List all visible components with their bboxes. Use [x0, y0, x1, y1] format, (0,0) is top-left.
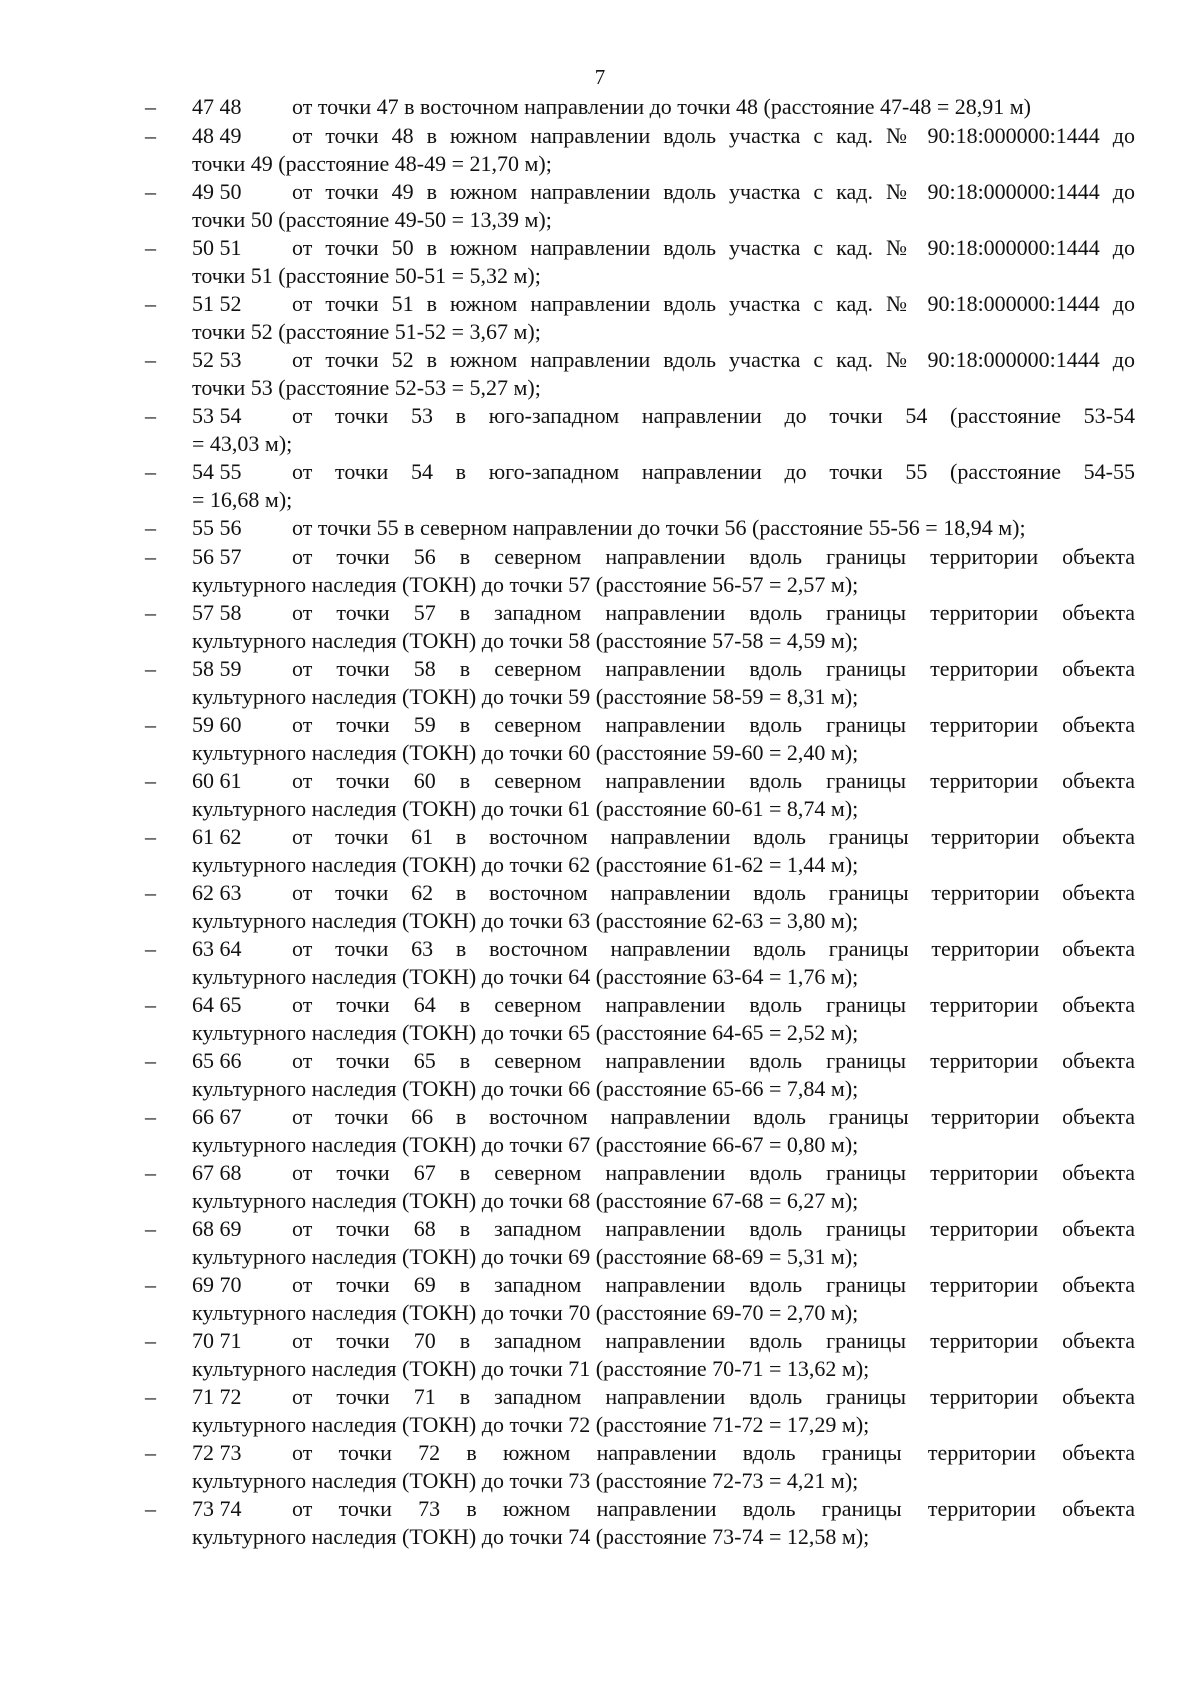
list-dash: –	[145, 992, 156, 1017]
list-dash: –	[145, 656, 156, 681]
list-item	[145, 991, 1135, 1047]
segment-description-line1: от точки 70 в западном направлении вдоль границы территории объекта	[292, 1328, 1135, 1353]
segment-description-line1: от точки 47 в восточном направлении до точки 48 (расстояние 47-48 = 28,91 м)	[292, 94, 1031, 119]
point-pair-label: 67 68	[192, 1160, 242, 1185]
point-pair-label: 61 62	[192, 824, 242, 849]
list-dash: –	[145, 1272, 156, 1297]
list-item	[145, 1103, 1135, 1159]
point-pair-label: 60 61	[192, 768, 242, 793]
list-dash: –	[145, 712, 156, 737]
list-dash: –	[145, 123, 156, 148]
segment-description-line1: от точки 57 в западном направлении вдоль границы территории объекта	[292, 600, 1135, 625]
point-pair-label: 58 59	[192, 656, 242, 681]
segment-description-line1: от точки 48 в южном направлении вдоль участка с кад. № 90:18:000000:1444 до	[292, 123, 1135, 148]
segment-description-line2: культурного наследия (ТОКН) до точки 63 (расстояние 62-63 = 3,80 м);	[192, 908, 859, 933]
list-dash: –	[145, 936, 156, 961]
segment-description-line2: культурного наследия (ТОКН) до точки 59 (расстояние 58-59 = 8,31 м);	[192, 684, 859, 709]
segment-description-line1: от точки 55 в северном направлении до точки 56 (расстояние 55-56 = 18,94 м);	[292, 515, 1026, 540]
segment-description-line1: от точки 56 в северном направлении вдоль границы территории объекта	[292, 544, 1135, 569]
list-dash: –	[145, 768, 156, 793]
segment-description-line2: культурного наследия (ТОКН) до точки 60 (расстояние 59-60 = 2,40 м);	[192, 740, 859, 765]
segment-description-line1: от точки 60 в северном направлении вдоль границы территории объекта	[292, 768, 1135, 793]
list-dash: –	[145, 235, 156, 260]
boundary-description-list	[145, 93, 1135, 1551]
segment-description-line1: от точки 68 в западном направлении вдоль границы территории объекта	[292, 1216, 1135, 1241]
point-pair-label: 49 50	[192, 179, 242, 204]
segment-description-line1: от точки 54 в юго-западном направлении до точки 55 (расстояние 54-55	[292, 459, 1135, 484]
segment-description-line2: культурного наследия (ТОКН) до точки 69 (расстояние 68-69 = 5,31 м);	[192, 1244, 859, 1269]
list-dash: –	[145, 1440, 156, 1465]
list-item	[145, 1439, 1135, 1495]
list-item	[145, 1383, 1135, 1439]
point-pair-label: 62 63	[192, 880, 242, 905]
list-item	[145, 1159, 1135, 1215]
point-pair-label: 73 74	[192, 1496, 242, 1521]
point-pair-label: 57 58	[192, 600, 242, 625]
segment-description-line1: от точки 49 в южном направлении вдоль участка с кад. № 90:18:000000:1444 до	[292, 179, 1135, 204]
segment-description-line1: от точки 59 в северном направлении вдоль границы территории объекта	[292, 712, 1135, 737]
point-pair-label: 53 54	[192, 403, 242, 428]
list-dash: –	[145, 1104, 156, 1129]
list-dash: –	[145, 403, 156, 428]
point-pair-label: 68 69	[192, 1216, 242, 1241]
point-pair-label: 69 70	[192, 1272, 242, 1297]
segment-description-line1: от точки 71 в западном направлении вдоль границы территории объекта	[292, 1384, 1135, 1409]
list-dash: –	[145, 1496, 156, 1521]
list-item	[145, 93, 1135, 122]
list-dash: –	[145, 179, 156, 204]
point-pair-label: 54 55	[192, 459, 242, 484]
segment-description-line2: культурного наследия (ТОКН) до точки 70 (расстояние 69-70 = 2,70 м);	[192, 1300, 859, 1325]
point-pair-label: 63 64	[192, 936, 242, 961]
list-item	[145, 935, 1135, 991]
segment-description-line1: от точки 58 в северном направлении вдоль границы территории объекта	[292, 656, 1135, 681]
segment-description-line1: от точки 62 в восточном направлении вдоль границы территории объекта	[292, 880, 1135, 905]
list-dash: –	[145, 1048, 156, 1073]
segment-description-line1: от точки 67 в северном направлении вдоль границы территории объекта	[292, 1160, 1135, 1185]
point-pair-label: 72 73	[192, 1440, 242, 1465]
list-item	[145, 1271, 1135, 1327]
point-pair-label: 65 66	[192, 1048, 242, 1073]
list-dash: –	[145, 515, 156, 540]
list-dash: –	[145, 1328, 156, 1353]
list-dash: –	[145, 544, 156, 569]
list-item	[145, 655, 1135, 711]
point-pair-label: 64 65	[192, 992, 242, 1017]
list-item	[145, 543, 1135, 599]
segment-description-line2: точки 52 (расстояние 51-52 = 3,67 м);	[192, 319, 541, 344]
point-pair-label: 50 51	[192, 235, 242, 260]
list-item	[145, 823, 1135, 879]
segment-description-line2: культурного наследия (ТОКН) до точки 68 (расстояние 67-68 = 6,27 м);	[192, 1188, 859, 1213]
segment-description-line2: культурного наследия (ТОКН) до точки 73 (расстояние 72-73 = 4,21 м);	[192, 1468, 859, 1493]
segment-description-line2: культурного наследия (ТОКН) до точки 67 (расстояние 66-67 = 0,80 м);	[192, 1132, 859, 1157]
point-pair-label: 56 57	[192, 544, 242, 569]
list-dash: –	[145, 880, 156, 905]
segment-description-line2: культурного наследия (ТОКН) до точки 65 (расстояние 64-65 = 2,52 м);	[192, 1020, 859, 1045]
point-pair-label: 71 72	[192, 1384, 242, 1409]
point-pair-label: 59 60	[192, 712, 242, 737]
page-number: 7	[594, 65, 606, 89]
list-dash: –	[145, 1384, 156, 1409]
list-item	[145, 1215, 1135, 1271]
segment-description-line1: от точки 52 в южном направлении вдоль участка с кад. № 90:18:000000:1444 до	[292, 347, 1135, 372]
segment-description-line1: от точки 51 в южном направлении вдоль участка с кад. № 90:18:000000:1444 до	[292, 291, 1135, 316]
segment-description-line2: точки 51 (расстояние 50-51 = 5,32 м);	[192, 263, 541, 288]
segment-description-line1: от точки 73 в южном направлении вдоль границы территории объекта	[292, 1496, 1135, 1521]
list-dash: –	[145, 824, 156, 849]
segment-description-line2: культурного наследия (ТОКН) до точки 62 (расстояние 61-62 = 1,44 м);	[192, 852, 859, 877]
segment-description-line2: культурного наследия (ТОКН) до точки 72 (расстояние 71-72 = 17,29 м);	[192, 1412, 870, 1437]
list-dash: –	[145, 600, 156, 625]
segment-description-line1: от точки 72 в южном направлении вдоль границы территории объекта	[292, 1440, 1135, 1465]
segment-description-line1: от точки 69 в западном направлении вдоль границы территории объекта	[292, 1272, 1135, 1297]
list-item	[145, 1495, 1135, 1551]
segment-description-line2: культурного наследия (ТОКН) до точки 74 (расстояние 73-74 = 12,58 м);	[192, 1524, 870, 1549]
list-dash: –	[145, 94, 156, 119]
point-pair-label: 47 48	[192, 94, 242, 119]
segment-description-line2: культурного наследия (ТОКН) до точки 61 (расстояние 60-61 = 8,74 м);	[192, 796, 859, 821]
list-item	[145, 1327, 1135, 1383]
list-dash: –	[145, 291, 156, 316]
list-item	[145, 711, 1135, 767]
segment-description-line2: культурного наследия (ТОКН) до точки 57 (расстояние 56-57 = 2,57 м);	[192, 572, 859, 597]
list-item	[145, 599, 1135, 655]
segment-description-line1: от точки 50 в южном направлении вдоль участка с кад. № 90:18:000000:1444 до	[292, 235, 1135, 260]
list-dash: –	[145, 1160, 156, 1185]
segment-description-line2: культурного наследия (ТОКН) до точки 64 (расстояние 63-64 = 1,76 м);	[192, 964, 859, 989]
list-item	[145, 402, 1135, 458]
list-dash: –	[145, 1216, 156, 1241]
list-item	[145, 178, 1135, 234]
list-item	[145, 514, 1135, 543]
list-item	[145, 346, 1135, 402]
segment-description-line1: от точки 65 в северном направлении вдоль границы территории объекта	[292, 1048, 1135, 1073]
point-pair-label: 70 71	[192, 1328, 242, 1353]
list-dash: –	[145, 347, 156, 372]
segment-description-line1: от точки 64 в северном направлении вдоль границы территории объекта	[292, 992, 1135, 1017]
list-item	[145, 879, 1135, 935]
point-pair-label: 66 67	[192, 1104, 242, 1129]
segment-description-line2: культурного наследия (ТОКН) до точки 71 (расстояние 70-71 = 13,62 м);	[192, 1356, 870, 1381]
segment-description-line1: от точки 66 в восточном направлении вдоль границы территории объекта	[292, 1104, 1135, 1129]
point-pair-label: 52 53	[192, 347, 242, 372]
segment-description-line2: = 16,68 м);	[192, 487, 293, 512]
segment-description-line1: от точки 53 в юго-западном направлении до точки 54 (расстояние 53-54	[292, 403, 1135, 428]
list-item	[145, 458, 1135, 514]
segment-description-line2: культурного наследия (ТОКН) до точки 58 (расстояние 57-58 = 4,59 м);	[192, 628, 859, 653]
segment-description-line1: от точки 63 в восточном направлении вдоль границы территории объекта	[292, 936, 1135, 961]
list-item	[145, 234, 1135, 290]
segment-description-line2: точки 49 (расстояние 48-49 = 21,70 м);	[192, 151, 552, 176]
segment-description-line2: точки 50 (расстояние 49-50 = 13,39 м);	[192, 207, 552, 232]
list-dash: –	[145, 459, 156, 484]
point-pair-label: 55 56	[192, 515, 242, 540]
segment-description-line2: культурного наследия (ТОКН) до точки 66 (расстояние 65-66 = 7,84 м);	[192, 1076, 859, 1101]
segment-description-line1: от точки 61 в восточном направлении вдоль границы территории объекта	[292, 824, 1135, 849]
segment-description-line2: точки 53 (расстояние 52-53 = 5,27 м);	[192, 375, 541, 400]
point-pair-label: 48 49	[192, 123, 242, 148]
segment-description-line2: = 43,03 м);	[192, 431, 293, 456]
list-item	[145, 122, 1135, 178]
list-item	[145, 767, 1135, 823]
list-item	[145, 1047, 1135, 1103]
point-pair-label: 51 52	[192, 291, 242, 316]
list-item	[145, 290, 1135, 346]
